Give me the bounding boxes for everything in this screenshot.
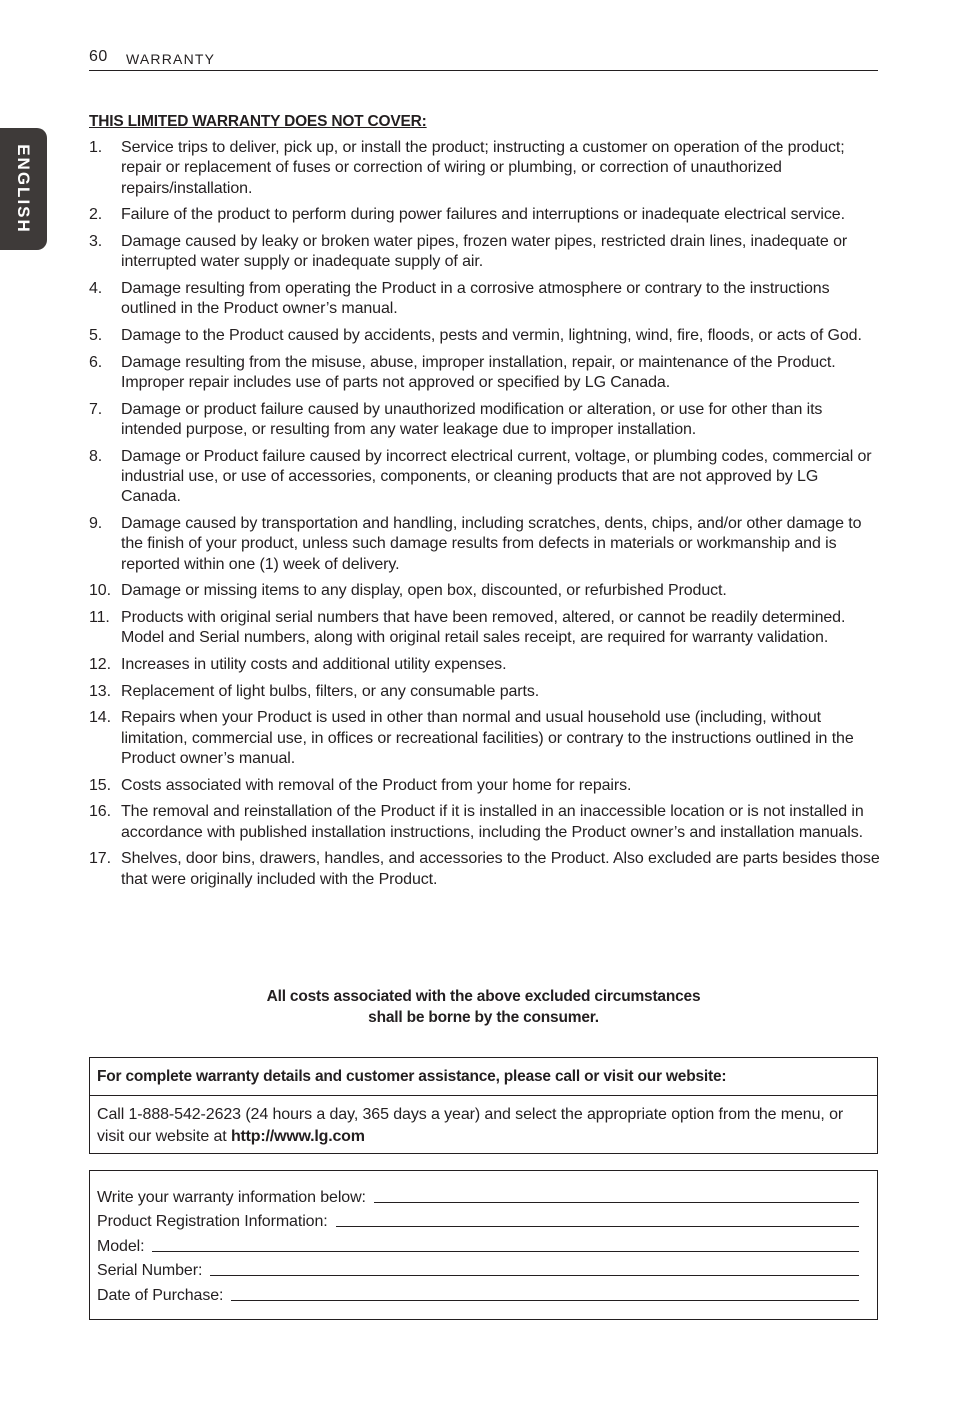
contact-box: [89, 1057, 878, 1154]
exclusion-number: 1.: [89, 139, 103, 156]
exclusion-text: Increases in utility costs and additional utility expenses.: [121, 656, 507, 673]
page-header: [89, 48, 878, 71]
exclusion-number: 14.: [89, 709, 111, 727]
exclusion-text: The removal and reinstallation of the Product if it is installed in an inaccessible location or is not installed in accordance with published installation instructions, including the Product owner’s and installation manuals.: [121, 803, 864, 841]
exclusion-item: [89, 205, 881, 225]
exclusion-text: Damage or product failure caused by unauthorized modification or alteration, or use for other than its intended purpose, or resulting from any water leakage due to improper installation.: [121, 400, 823, 438]
contact-box-heading: For complete warranty details and customer assistance, please call or visit our website:: [97, 1068, 727, 1085]
form-row: [97, 1260, 859, 1280]
contact-box-text: Call 1-888-542-2623 (24 hours a day, 365 days a year) and select the appropriate option from the menu, or visit our website at: [97, 1106, 844, 1145]
form-field-label: Product Registration Information:: [97, 1213, 328, 1230]
exclusion-text: Damage resulting from the misuse, abuse, improper installation, repair, or maintenance of the Product. Improper repair includes use of parts not approved or specified by LG Canada.: [121, 353, 836, 391]
form-field-blank[interactable]: [152, 1250, 859, 1252]
exclusion-text: Products with original serial numbers that have been removed, altered, or cannot be readily determined. Model and Serial numbers, along with original retail sales receipt, are required for warranty validation.: [121, 609, 846, 647]
exclusion-number: 6.: [89, 353, 103, 371]
exclusion-item: [89, 581, 881, 601]
exclusion-item: [89, 776, 881, 796]
exclusion-item: [89, 655, 881, 675]
exclusion-item: [89, 682, 881, 702]
exclusion-text: Shelves, door bins, drawers, handles, and accessories to the Product. Also excluded are parts besides those that were originally included with the Product.: [121, 850, 880, 888]
exclusion-text: Costs associated with removal of the Product from your home for repairs.: [121, 776, 632, 794]
exclusion-number: 4.: [89, 280, 103, 297]
exclusion-text: Damage or missing items to any display, open box, discounted, or refurbished Product.: [121, 582, 727, 600]
exclusions-list: [89, 138, 881, 896]
exclusion-number: 13.: [89, 682, 111, 700]
exclusion-number: 15.: [89, 776, 111, 794]
form-field-label: Serial Number:: [97, 1262, 203, 1279]
exclusion-item: [89, 608, 881, 649]
warranty-info-form: [89, 1170, 878, 1320]
exclusion-item: [89, 138, 881, 199]
form-field-label: Write your warranty information below:: [97, 1189, 366, 1206]
form-field-blank[interactable]: [336, 1225, 859, 1227]
exclusion-number: 8.: [89, 447, 103, 465]
exclusion-text: Repairs when your Product is used in other than normal and usual household use (including, without limitation, commercial use, in offices or recreational facilities) or contrary to the instructions outlined in the Product owner’s manual.: [121, 709, 854, 767]
form-row: [97, 1236, 859, 1256]
form-row: [97, 1285, 859, 1305]
form-field-blank[interactable]: [374, 1201, 859, 1203]
contact-box-header: [90, 1058, 877, 1096]
form-field-blank[interactable]: [210, 1274, 859, 1276]
notice-line-1: All costs associated with the above excluded circumstances: [266, 988, 701, 1005]
exclusion-item: [89, 232, 881, 273]
exclusion-item: [89, 400, 881, 441]
section-title: WARRANTY: [126, 51, 216, 67]
form-field-label: Date of Purchase:: [97, 1287, 224, 1304]
exclusion-text: Failure of the product to perform during power failures and interruptions or inadequate electrical service.: [121, 206, 845, 224]
exclusion-number: 3.: [89, 233, 103, 250]
exclusion-item: [89, 802, 881, 843]
exclusion-item: [89, 353, 881, 394]
exclusion-number: 9.: [89, 515, 103, 532]
form-field-blank[interactable]: [231, 1299, 859, 1301]
exclusion-number: 12.: [89, 656, 111, 673]
contact-box-body: [97, 1104, 872, 1148]
exclusion-item: [89, 447, 881, 508]
exclusion-item: [89, 514, 881, 575]
consumer-cost-notice: [89, 987, 878, 1028]
exclusion-number: 5.: [89, 327, 103, 344]
language-tab-label: ENGLISH: [14, 144, 33, 234]
form-row: [97, 1187, 859, 1207]
exclusion-number: 11.: [89, 609, 110, 626]
page-number: 60: [89, 48, 108, 65]
exclusion-item: [89, 708, 881, 769]
exclusion-text: Service trips to deliver, pick up, or install the product; instructing a customer on operation of the product; repair or replacement of fuses or correction of wiring or plumbing, or correction of unauthorized repairs/installation.: [121, 139, 845, 197]
website-link[interactable]: http://www.lg.com: [230, 1128, 365, 1145]
exclusion-number: 10.: [89, 582, 111, 600]
form-field-label: Model:: [97, 1238, 145, 1255]
exclusion-text: Damage or Product failure caused by incorrect electrical current, voltage, or plumbing codes, commercial or industrial use, or use of accessories, components, or cleaning products that are not approved by LG Canada.: [121, 447, 872, 506]
exclusion-item: [89, 326, 881, 346]
exclusion-text: Damage caused by leaky or broken water pipes, frozen water pipes, restricted drain lines, inadequate or interrupted water supply or inadequate supply of air.: [121, 233, 848, 271]
exclusion-number: 17.: [89, 850, 111, 868]
exclusion-number: 16.: [89, 803, 111, 821]
exclusion-text: Damage resulting from operating the Product in a corrosive atmosphere or contrary to the instructions outlined in the Product owner’s manual.: [121, 280, 830, 318]
exclusion-number: 7.: [89, 400, 103, 418]
exclusion-text: Damage caused by transportation and handling, including scratches, dents, chips, and/or other damage to the finish of your product, unless such damage results from defects in materials or workmanship and is reported within one (1) week of delivery.: [121, 515, 862, 573]
exclusion-number: 2.: [89, 206, 103, 224]
form-row: [97, 1211, 859, 1231]
exclusion-item: [89, 279, 881, 320]
exclusions-heading: THIS LIMITED WARRANTY DOES NOT COVER:: [89, 113, 427, 130]
exclusion-text: Replacement of light bulbs, filters, or any consumable parts.: [121, 682, 540, 700]
exclusion-text: Damage to the Product caused by accidents, pests and vermin, lightning, wind, fire, floods, or acts of God.: [121, 327, 862, 344]
notice-line-2: shall be borne by the consumer.: [368, 1008, 599, 1026]
exclusion-item: [89, 849, 881, 890]
language-tab: [0, 128, 47, 250]
